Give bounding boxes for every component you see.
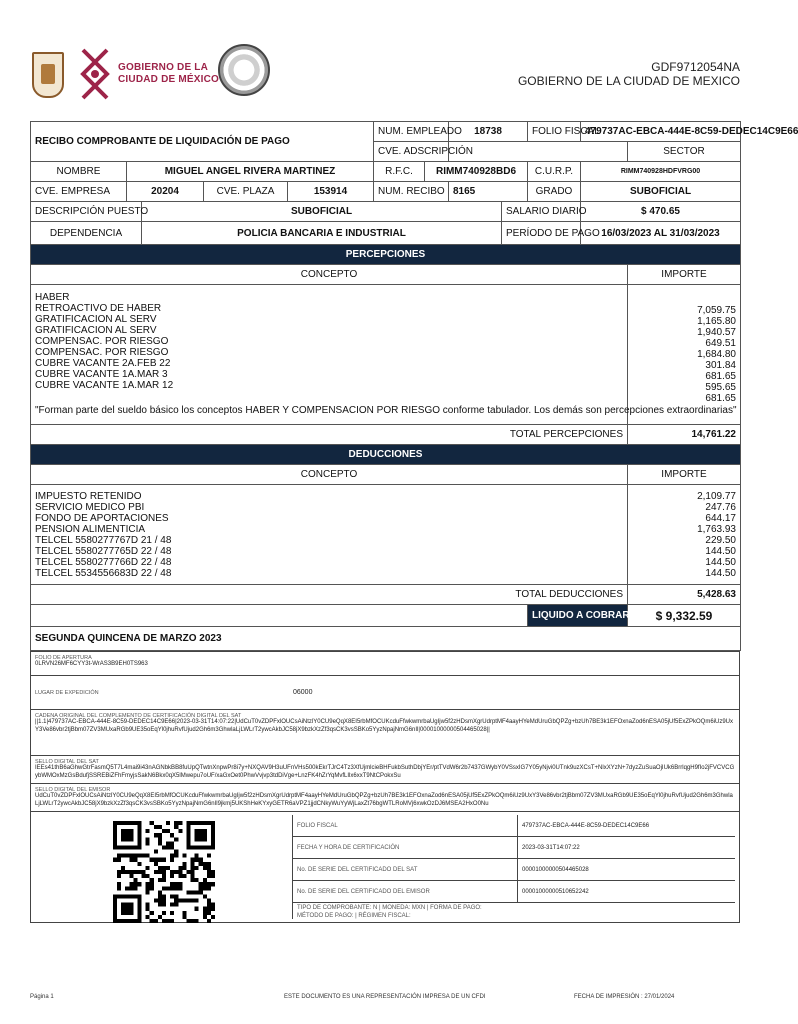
cfdi-serie-sat-label: No. DE SERIE DEL CERTIFICADO DEL SAT (293, 859, 518, 880)
footer-fecha: FECHA DE IMPRESIÓN : 27/01/2024 (574, 994, 675, 1000)
percepcion-concepto: COMPENSAC. POR RIESGO (35, 336, 169, 347)
deducciones-header: DEDUCCIONES (31, 445, 741, 465)
salario-diario-value: $ 470.65 (581, 202, 741, 222)
deducciones-amounts (628, 485, 741, 585)
percepcion-concepto: CUBRE VACANTE 2A.FEB 22 (35, 358, 171, 369)
cve-empresa-value: 20204 (127, 182, 204, 202)
dependencia-value: POLICIA BANCARIA E INDUSTRIAL (142, 222, 502, 245)
lugar-expedicion-label: LUGAR DE EXPEDICIÓN (35, 689, 99, 696)
curp-value: RIMM740928HDFVRG00 (581, 162, 741, 182)
rfc-value: RIMM740928BD6 (425, 162, 528, 182)
periodo-label: PERÍODO DE PAGO (502, 222, 581, 245)
sello-emisor-label: SELLO DIGITAL DEL EMISOR (35, 787, 111, 793)
deduccion-importe: 2,109.77 (697, 490, 736, 502)
percepcion-importe: 301.84 (705, 360, 736, 371)
liquido-spacer (31, 605, 528, 627)
sector-label: SECTOR (628, 142, 741, 162)
descripcion-puesto-label: DESCRIPCIÓN PUESTO (31, 202, 142, 222)
cfdi-section (30, 651, 740, 923)
deduccion-concepto: FONDO DE APORTACIONES (35, 512, 169, 524)
folio-fiscal-label: FOLIO FISCAL (528, 122, 581, 142)
deduccion-concepto: TELCEL 5580277767D 21 / 48 (35, 534, 172, 546)
deduccion-importe: 144.50 (705, 567, 736, 579)
total-deducciones-label: TOTAL DEDUCCIONES (31, 585, 628, 605)
percepcion-concepto: CUBRE VACANTE 1A.MAR 12 (35, 380, 174, 391)
cfdi-folio-row (293, 815, 735, 837)
deducciones-concept-list (35, 491, 623, 579)
cdmx-logo-icon (75, 44, 115, 104)
cfdi-tipo-line-1: TIPO DE COMPROBANTE: N | MONEDA: MXN | FORMA DE PAGO: (297, 905, 482, 911)
deducciones-concepto-header: CONCEPTO (31, 465, 628, 485)
lugar-expedicion-row (31, 676, 739, 710)
police-seal-icon (218, 44, 270, 96)
grado-value: SUBOFICIAL (581, 182, 741, 202)
total-percepciones-value: 14,761.22 (628, 425, 741, 445)
deduccion-importe: 229.50 (705, 534, 736, 546)
curp-label: C.U.R.P. (528, 162, 581, 182)
cfdi-serie-emisor-row (293, 881, 735, 903)
total-deducciones-value: 5,428.63 (628, 585, 741, 605)
percepciones-importe-header: IMPORTE (628, 265, 741, 285)
folio-apertura-value: 0LRVN26MF6CYY3t-WrAS3B9EH0TS963 (35, 661, 148, 667)
sello-emisor-row (31, 784, 739, 812)
percepcion-concepto: GRATIFICACION AL SERV (35, 325, 157, 336)
deduccion-importe: 644.17 (705, 512, 736, 524)
folio-fiscal-value: 479737AC-EBCA-444E-8C59-DEDEC14C9E66 (581, 122, 741, 142)
percepcion-importe: 7,059.75 (697, 305, 736, 316)
cfdi-fecha-value: 2023-03-31T14:07:22 (522, 844, 580, 851)
qr-container (35, 815, 293, 919)
percepciones-amounts (628, 285, 741, 425)
cfdi-fecha-row (293, 837, 735, 859)
deduccion-importe: 1,763.93 (697, 523, 736, 535)
percepcion-concepto: CUBRE VACANTE 1A.MAR 3 (35, 369, 168, 380)
cve-plaza-label: CVE. PLAZA (204, 182, 288, 202)
percepcion-concepto: COMPENSAC. POR RIESGO (35, 347, 169, 358)
receipt-title: RECIBO COMPROBANTE DE LIQUIDACIÓN DE PAGO (31, 122, 374, 162)
issuer-name: GOBIERNO DE LA CIUDAD DE MEXICO (517, 74, 740, 88)
coat-of-arms-icon (32, 52, 64, 98)
num-recibo-label: NUM. RECIBO (374, 182, 449, 202)
dependencia-label: DEPENDENCIA (31, 222, 142, 245)
percepcion-importe: 1,684.80 (697, 349, 736, 360)
percepcion-importe: 681.65 (705, 393, 736, 404)
sello-sat-row (31, 756, 739, 784)
percepciones-concept-list (35, 292, 623, 391)
nombre-label: NOMBRE (31, 162, 127, 182)
percepcion-concepto: HABER (35, 292, 70, 303)
cfdi-fields (293, 815, 735, 919)
issuer-rfc: GDF9712054NA (651, 60, 740, 74)
deduccion-concepto: TELCEL 5534556683D 22 / 48 (35, 567, 172, 579)
logo-line-2: CIUDAD DE MÉXICO (118, 74, 219, 85)
cve-plaza-value: 153914 (288, 182, 374, 202)
rfc-label: R.F.C. (374, 162, 425, 182)
folio-apertura-label: FOLIO DE APERTURA (35, 655, 92, 661)
percepcion-importe: 681.65 (705, 371, 736, 382)
liquido-value: $ 9,332.59 (628, 605, 741, 627)
issuer-block (518, 60, 740, 88)
sello-emisor-value: UdCuT0vZDPFxlOUCsAiNtzlY0CU9eQqX8EI5rbMfOCUKcduFfwkwmrbaUgIjw5f2zHDsmXgrUdrptMF4aayHYeMdUruGbQPZg+bzUh7BE3k1EFOxnaZod6nESA05jUf5ExZPkOQm6iUz9UxY3Ve86vbr2tjBbm07ZV3MUxaRGb9UE35oEqYl0jhuRvfUjud2Gh6m3GhwlaLjLWLrT2ywcAkbJC58jX9bzkXzZf3qsCK3vsSBKo5YyzNpajNmG6nIl9jkmj5UKShHeKYxyGETR6aVPZ1jjdCNkyWuYyWjLaxZt76bgWTLRoMVj6xwkOzDJ6MSEA2HxO0Nu (35, 793, 733, 807)
liquido-label: LIQUIDO A COBRAR (528, 605, 628, 627)
sello-sat-label: SELLO DIGITAL DEL SAT (35, 759, 99, 765)
deduccion-concepto: TELCEL 5580277766D 22 / 48 (35, 556, 172, 568)
qr-code-icon (113, 821, 215, 923)
cfdi-folio-value: 479737AC-EBCA-444E-8C59-DEDEC14C9E66 (522, 822, 650, 829)
num-empleado-label: NUM. EMPLEADO (374, 122, 449, 142)
deducciones-concepts (31, 485, 628, 585)
descripcion-puesto-value: SUBOFICIAL (142, 202, 502, 222)
folio-apertura-row (31, 652, 739, 676)
payroll-receipt-table (30, 121, 798, 651)
cfdi-tipo-row (293, 903, 735, 923)
cadena-original-label: CADENA ORIGINAL DEL COMPLEMENTO DE CERTIFICACIÓN DIGITAL DEL SAT (35, 713, 242, 719)
num-empleado-value: 18738 (449, 122, 528, 142)
percepcion-concepto: RETROACTIVO DE HABER (35, 303, 162, 314)
cve-empresa-label: CVE. EMPRESA (31, 182, 127, 202)
cfdi-tipo-line-2: MÉTODO DE PAGO: | RÉGIMEN FISCAL: (297, 912, 411, 919)
percepciones-amount-list (632, 305, 736, 404)
logo-line-1: GOBIERNO DE LA (118, 62, 209, 73)
deduccion-importe: 144.50 (705, 556, 736, 568)
cfdi-serie-emisor-value: 00001000000510652242 (522, 888, 589, 895)
percepcion-concepto: GRATIFICACION AL SERV (35, 314, 157, 325)
cfdi-serie-sat-row (293, 859, 735, 881)
total-percepciones-label: TOTAL PERCEPCIONES (31, 425, 628, 445)
footer-page: Página 1 (30, 994, 54, 1000)
footer-note: ESTE DOCUMENTO ES UNA REPRESENTACIÓN IMPRESA DE UN CFDI (284, 994, 486, 1000)
quincena-label: SEGUNDA QUINCENA DE MARZO 2023 (31, 627, 741, 651)
nombre-value: MIGUEL ANGEL RIVERA MARTINEZ (127, 162, 374, 182)
percepcion-importe: 595.65 (705, 382, 736, 393)
percepcion-importe: 1,940.57 (697, 327, 736, 338)
grado-label: GRADO (528, 182, 581, 202)
percepciones-note: "Forman parte del sueldo básico los conceptos HABER Y COMPENSACION POR RIESGO conforme tabulador. Los demás son percepciones extraordinarias" (35, 405, 737, 416)
percepciones-header: PERCEPCIONES (31, 245, 741, 265)
deducciones-amount-list (632, 491, 736, 579)
cfdi-serie-emisor-label: No. DE SERIE DEL CERTIFICADO DEL EMISOR (293, 881, 518, 902)
sello-sat-value: IEEs41thB6aGhwGtrFasmQ5T7L4mai9i43nAGNbkBB8fuUpQTwtnXnpwPr8i7y+NXQAV9H3uUFnVHs500kEkrTJrC4Tz3XfUjmlcieBHFukbSuthDbjYEr/ptTVdW6r2b7437GWybY0VSsxIG7Y05yNjvi0UTnk9uzXCsT+NlxXYzN+7dyzZuSuaOjIUk6BrrlqgH9fIo2jFVCVCGybWMOxMzGsBdufjSSREBiZFhFmyjsSakN6Bkx0qX5lMwepu7oUF/xaGxOet0PhwVvjvp3tdDiVge+LnzFK4hZrYqMvfLIlx6xxT9NtCPokxSu (35, 765, 735, 779)
cfdi-fecha-label: FECHA Y HORA DE CERTIFICACIÓN (293, 837, 518, 858)
percepcion-importe: 649.51 (705, 338, 736, 349)
government-logo-text (118, 62, 219, 86)
deduccion-concepto: IMPUESTO RETENIDO (35, 490, 142, 502)
salario-diario-label: SALARIO DIARIO (502, 202, 581, 222)
cfdi-serie-sat-value: 00001000000504465028 (522, 866, 589, 873)
cfdi-folio-label: FOLIO FISCAL (293, 815, 518, 836)
percepciones-concepto-header: CONCEPTO (31, 265, 628, 285)
num-recibo-value: 8165 (449, 182, 528, 202)
cadena-original-value: ||1.1|479737AC-EBCA-444E-8C59-DEDEC14C9E66|2023-03-31T14:07:22|UdCuT0vZDPFxlOUCsAiNtzlY0CU9eQqX8EI5rbMfOCUKcduFfwkwmrbaUgIjw5f2zHDsmXgrUdrptMF4aayHYeMdUruGbQPZg+bzUh7BE3k1EFOxnaZod6nESA05jUf5ExZPkOQm6iUz9UxY3Ve86vbr2tjBbm07ZV3MUxaRGb9UE35oEqYl0jhuRvfUjud2Gh6m3GhwlaLjLWLrT2ywcAkbJC58jX9bzkXzZf3qsCK3vsSBKo5YyzNpajNmG6nIl|00001000000504465028|| (35, 719, 734, 733)
periodo-value: 16/03/2023 AL 31/03/2023 (581, 222, 741, 245)
cadena-original-row (31, 710, 739, 756)
page-header (0, 0, 768, 115)
cfdi-detail-row (31, 812, 739, 922)
deduccion-concepto: TELCEL 5580277765D 22 / 48 (35, 545, 172, 557)
deduccion-concepto: SERVICIO MEDICO PBI (35, 501, 145, 513)
deduccion-importe: 144.50 (705, 545, 736, 557)
cve-adscripcion-label: CVE. ADSCRIPCIÓN (374, 142, 449, 162)
cve-adscripcion-value (449, 142, 628, 162)
lugar-expedicion-value: 06000 (293, 688, 313, 696)
deduccion-concepto: PENSION ALIMENTICIA (35, 523, 146, 535)
deduccion-importe: 247.76 (705, 501, 736, 513)
percepcion-importe: 1,165.80 (697, 316, 736, 327)
deducciones-importe-header: IMPORTE (628, 465, 741, 485)
